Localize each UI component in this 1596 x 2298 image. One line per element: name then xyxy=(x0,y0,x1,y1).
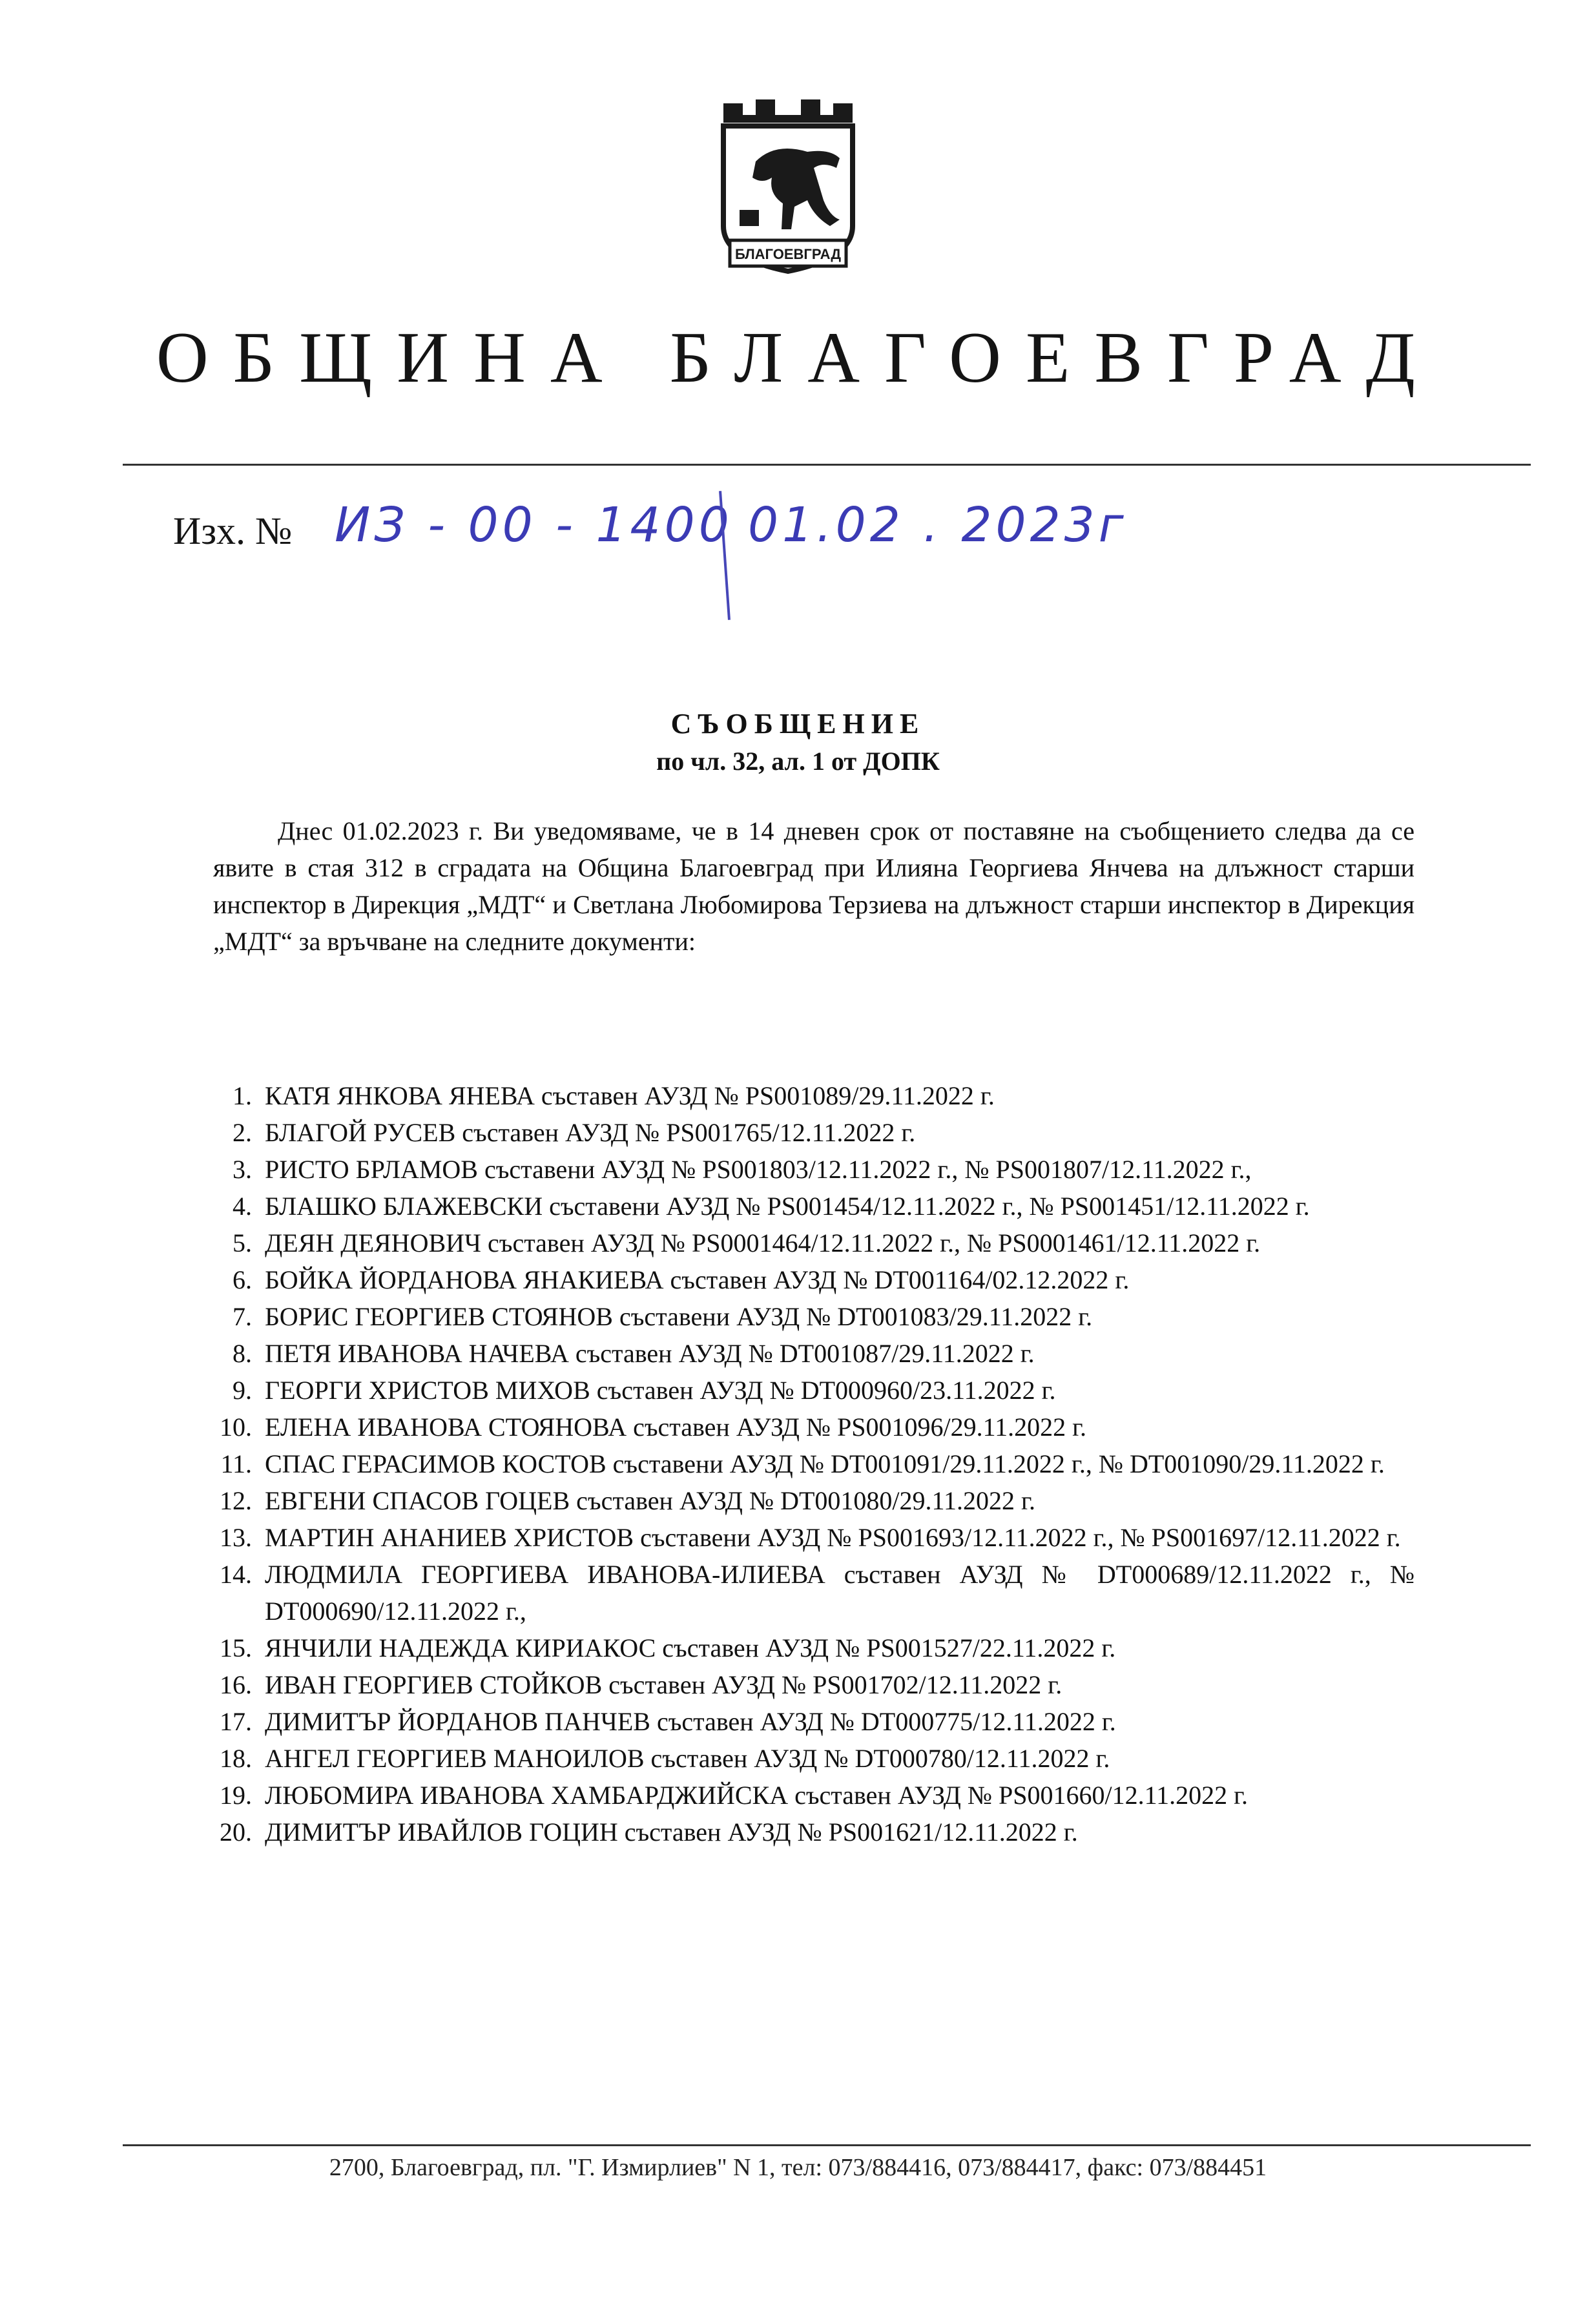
item-text: БОРИС ГЕОРГИЕВ СТОЯНОВ съставени АУЗД № DT001083/29.11.2022 г. xyxy=(265,1302,1093,1331)
item-text: ЕВГЕНИ СПАСОВ ГОЦЕВ съставен АУЗД № DT001080/29.11.2022 г. xyxy=(265,1486,1035,1515)
list-item xyxy=(168,1519,1415,1556)
item-number: 19. xyxy=(220,1781,252,1810)
footer-divider xyxy=(123,2144,1531,2146)
item-number: 10. xyxy=(220,1413,252,1442)
footer-address: 2700, Благоевград, пл. "Г. Измирлиев" N 1, тел: 073/884416, 073/884417, факс: 073/884451 xyxy=(329,2154,1267,2181)
list-item xyxy=(168,1335,1415,1372)
list-item xyxy=(168,1077,1415,1114)
list-item xyxy=(168,1740,1415,1777)
reference-label: Изх. № xyxy=(173,510,293,552)
item-number: 20. xyxy=(220,1817,252,1847)
item-number: 12. xyxy=(220,1486,252,1515)
list-item xyxy=(168,1114,1415,1151)
item-number: 15. xyxy=(220,1633,252,1662)
item-number: 6. xyxy=(233,1265,252,1294)
item-number: 4. xyxy=(233,1192,252,1221)
list-item xyxy=(168,1445,1415,1482)
documents-list xyxy=(168,1077,1415,1850)
item-text: ПЕТЯ ИВАНОВА НАЧЕВА съставен АУЗД № DT001087/29.11.2022 г. xyxy=(265,1339,1035,1368)
item-number: 11. xyxy=(220,1449,252,1478)
item-number: 5. xyxy=(233,1228,252,1258)
item-number: 7. xyxy=(233,1302,252,1331)
list-item xyxy=(168,1151,1415,1188)
list-item xyxy=(168,1188,1415,1225)
list-item xyxy=(168,1814,1415,1850)
list-item xyxy=(168,1777,1415,1814)
item-number: 16. xyxy=(220,1670,252,1699)
list-item xyxy=(168,1225,1415,1261)
item-number: 18. xyxy=(220,1744,252,1773)
list-item xyxy=(168,1482,1415,1519)
list-item xyxy=(168,1372,1415,1409)
list-item xyxy=(168,1298,1415,1335)
header-divider xyxy=(123,464,1531,466)
list-item xyxy=(168,1703,1415,1740)
crest-caption: БЛАГОЕВГРАД xyxy=(734,246,842,262)
notice-title: СЪОБЩЕНИЕ xyxy=(670,708,926,740)
list-item xyxy=(168,1666,1415,1703)
organization-name: ОБЩИНА БЛАГОЕВГРАД xyxy=(156,318,1440,398)
item-text: ЛЮДМИЛА ГЕОРГИЕВА ИВАНОВА-ИЛИЕВА съставен АУЗД № DT000689/12.11.2022 г., № DT000690/12.11.2022 г., xyxy=(265,1560,1415,1626)
item-number: 17. xyxy=(220,1707,252,1736)
item-number: 14. xyxy=(220,1560,252,1589)
item-text: ИВАН ГЕОРГИЕВ СТОЙКОВ съставен АУЗД № PS001702/12.11.2022 г. xyxy=(265,1670,1062,1699)
list-item xyxy=(168,1261,1415,1298)
item-number: 1. xyxy=(233,1081,252,1110)
item-text: ЛЮБОМИРА ИВАНОВА ХАМБАРДЖИЙСКА съставен АУЗД № PS001660/12.11.2022 г. xyxy=(265,1781,1249,1810)
item-number: 13. xyxy=(220,1523,252,1552)
reference-number: ИЗ - 00 - 1400 xyxy=(335,497,733,553)
item-text: МАРТИН АНАНИЕВ ХРИСТОВ съставени АУЗД № PS001693/12.11.2022 г., № PS001697/12.11.2022 г. xyxy=(265,1523,1401,1552)
list-item xyxy=(168,1630,1415,1666)
item-text: ЯНЧИЛИ НАДЕЖДА КИРИАКОС съставен АУЗД № PS001527/22.11.2022 г. xyxy=(265,1633,1116,1662)
item-text: КАТЯ ЯНКОВА ЯНЕВА съставен АУЗД № PS001089/29.11.2022 г. xyxy=(265,1081,995,1110)
item-number: 9. xyxy=(233,1376,252,1405)
item-text: ДИМИТЪР ЙОРДАНОВ ПАНЧЕВ съставен АУЗД № DT000775/12.11.2022 г. xyxy=(265,1707,1116,1736)
item-number: 2. xyxy=(233,1118,252,1147)
item-text: АНГЕЛ ГЕОРГИЕВ МАНОИЛОВ съставен АУЗД № DT000780/12.11.2022 г. xyxy=(265,1744,1110,1773)
list-item xyxy=(168,1409,1415,1445)
item-number: 8. xyxy=(233,1339,252,1368)
item-text: ДИМИТЪР ИВАЙЛОВ ГОЦИН съставен АУЗД № PS001621/12.11.2022 г. xyxy=(265,1817,1078,1847)
list-item xyxy=(168,1556,1415,1630)
item-text: БЛАШКО БЛАЖЕВСКИ съставени АУЗД № PS001454/12.11.2022 г., № PS001451/12.11.2022 г. xyxy=(265,1192,1310,1221)
item-number: 3. xyxy=(233,1155,252,1184)
item-text: РИСТО БРЛАМОВ съставени АУЗД № PS001803/12.11.2022 г., № PS001807/12.11.2022 г., xyxy=(265,1155,1252,1184)
item-text: БЛАГОЙ РУСЕВ съставен АУЗД № PS001765/12.11.2022 г. xyxy=(265,1118,916,1147)
item-text: БОЙКА ЙОРДАНОВА ЯНАКИЕВА съставен АУЗД № DT001164/02.12.2022 г. xyxy=(265,1265,1130,1294)
item-text: СПАС ГЕРАСИМОВ КОСТОВ съставени АУЗД № DT001091/29.11.2022 г., № DT001090/29.11.2022 г. xyxy=(265,1449,1385,1478)
notice-body: Днес 01.02.2023 г. Ви уведомяваме, че в 14 дневен срок от поставяне на съобщението следва да се явите в стая 312 в сградата на Община Благоевград при Илияна Георгиева Янчева на длъжност старши инспектор в Дирекция „МДТ“ и Светлана Любомирова Терзиева на длъжност старши инспектор в Дирекция „МДТ“ за връчване на следните документи: xyxy=(213,816,1415,956)
notice-subtitle: по чл. 32, ал. 1 от ДОПК xyxy=(656,747,940,776)
item-text: ДЕЯН ДЕЯНОВИЧ съставен АУЗД № PS0001464/12.11.2022 г., № PS0001461/12.11.2022 г. xyxy=(265,1228,1261,1258)
reference-date: 01.02 . 2023г xyxy=(748,497,1128,553)
city-crest-icon xyxy=(710,97,865,291)
item-text: ЕЛЕНА ИВАНОВА СТОЯНОВА съставен АУЗД № PS001096/29.11.2022 г. xyxy=(265,1413,1087,1442)
item-text: ГЕОРГИ ХРИСТОВ МИХОВ съставен АУЗД № DT000960/23.11.2022 г. xyxy=(265,1376,1056,1405)
